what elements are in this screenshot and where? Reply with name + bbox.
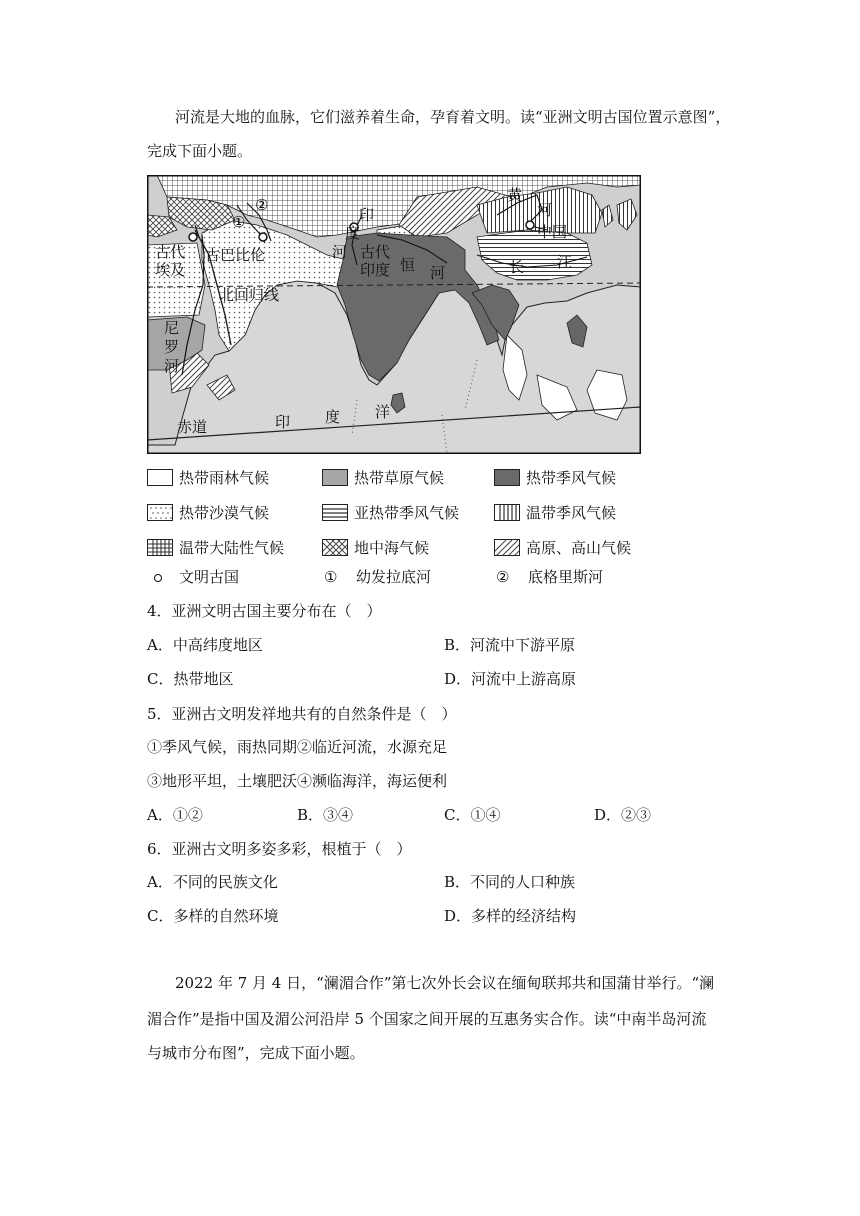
map-label-equator: 赤道: [177, 418, 208, 436]
map-label-indus-3: 河: [332, 243, 348, 261]
q5-option-c: C．①④: [444, 806, 501, 824]
intro2-line-3: 与城市分布图”，完成下面小题。: [147, 1044, 365, 1062]
civilization-dot-icon: [154, 574, 162, 582]
map-label-ocean-2: 度: [325, 408, 341, 426]
q5-option-d: D．②③: [594, 806, 652, 824]
legend-swatch-savanna: [322, 469, 348, 486]
map-label-ganges-1: 恒: [400, 256, 416, 274]
map-label-indus-2: 度: [345, 224, 361, 242]
q5-option-b: B．③④: [297, 806, 354, 824]
q4-option-d: D．河流中上游高原: [444, 670, 577, 688]
legend-swatch-temperate-monsoon: [494, 504, 520, 521]
q4-stem: 4．亚洲文明古国主要分布在（ ）: [147, 602, 382, 620]
legend-swatch-subtropical-monsoon: [322, 504, 348, 521]
map-label-yellow-2: 河: [537, 201, 553, 219]
legend-swatch-mediterranean: [322, 539, 348, 556]
civ-babylon-marker: [259, 233, 267, 241]
q6-option-c: C．多样的自然环境: [147, 907, 279, 925]
map-label-egypt-1: 古代: [155, 243, 186, 261]
intro-line-2: 完成下面小题。: [147, 142, 253, 160]
map-label-marker2: ②: [255, 196, 269, 214]
legend-swatch-temperate-continental: [147, 539, 173, 556]
legend-swatch-rainforest: [147, 469, 173, 486]
q6-option-a: A．不同的民族文化: [147, 873, 278, 891]
legend-swatch-desert: [147, 504, 173, 521]
legend-swatch-tropical-monsoon: [494, 469, 520, 486]
map-label-babylon: 古巴比伦: [205, 246, 266, 264]
q6-option-d: D．多样的经济结构: [444, 907, 577, 925]
map-legend: 热带雨林气候 热带草原气候 热带季风气候 热带沙漠气候 亚热带季风气候 温带季风气候 温带大陆性气候 地中海气候 高原、高山气候 文明古国 ① 幼发拉底河 ② 底格里斯河: [147, 464, 667, 594]
map-label-yangtze-1: 长: [509, 258, 525, 276]
q5-statement-2: ③地形平坦，土壤肥沃④濒临海洋，海运便利: [147, 772, 448, 790]
map-label-indus-1: 印: [359, 206, 375, 224]
q5-stem: 5．亚洲古文明发祥地共有的自然条件是（ ）: [147, 705, 457, 723]
intro-line-1: 河流是大地的血脉，它们滋养着生命，孕育着文明。读“亚洲文明古国位置示意图”，: [175, 108, 731, 126]
map-label-egypt-2: 埃及: [155, 261, 186, 279]
map-label-yangtze-2: 江: [557, 253, 573, 271]
civ-egypt-marker: [189, 233, 197, 241]
q4-option-b: B．河流中下游平原: [444, 636, 576, 654]
map-label-yellow-1: 黄: [507, 186, 523, 204]
map-label-marker1: ①: [232, 213, 246, 231]
q4-option-a: A．中高纬度地区: [147, 636, 263, 654]
map-label-nile-1: 尼: [164, 319, 180, 337]
map-label-ocean-3: 洋: [375, 403, 391, 421]
civ-china-marker: [526, 221, 534, 229]
q4-option-c: C．热带地区: [147, 670, 234, 688]
map-label-tropic: 北回归线: [219, 286, 280, 304]
map-label-india-1: 古代: [360, 243, 391, 261]
map-label-nile-3: 河: [164, 357, 180, 375]
q6-stem: 6．亚洲古文明多姿多彩，根植于（ ）: [147, 840, 412, 858]
intro2-line-2: 湄合作”是指中国及湄公河沿岸 5 个国家之间开展的互惠务实合作。读“中南半岛河流: [147, 1010, 707, 1028]
q5-statement-1: ①季风气候，雨热同期②临近河流，水源充足: [147, 738, 448, 756]
q6-option-b: B．不同的人口种族: [444, 873, 576, 891]
map-label-nile-2: 罗: [164, 338, 180, 356]
legend-swatch-highland: [494, 539, 520, 556]
map-label-ocean-1: 印: [275, 413, 291, 431]
map-label-ganges-2: 河: [430, 264, 446, 282]
map-label-india-2: 印度: [360, 261, 391, 279]
euphrates-mark: ①: [324, 568, 338, 586]
q5-option-a: A．①②: [147, 806, 203, 824]
map-label-china: 中国: [537, 223, 568, 241]
intro2-line-1: 2022 年 7 月 4 日，“澜湄合作”第七次外长会议在缅甸联邦共和国蒲甘举行。“澜: [175, 974, 715, 992]
tigris-mark: ②: [496, 568, 510, 586]
asia-civilization-map: [147, 175, 641, 454]
